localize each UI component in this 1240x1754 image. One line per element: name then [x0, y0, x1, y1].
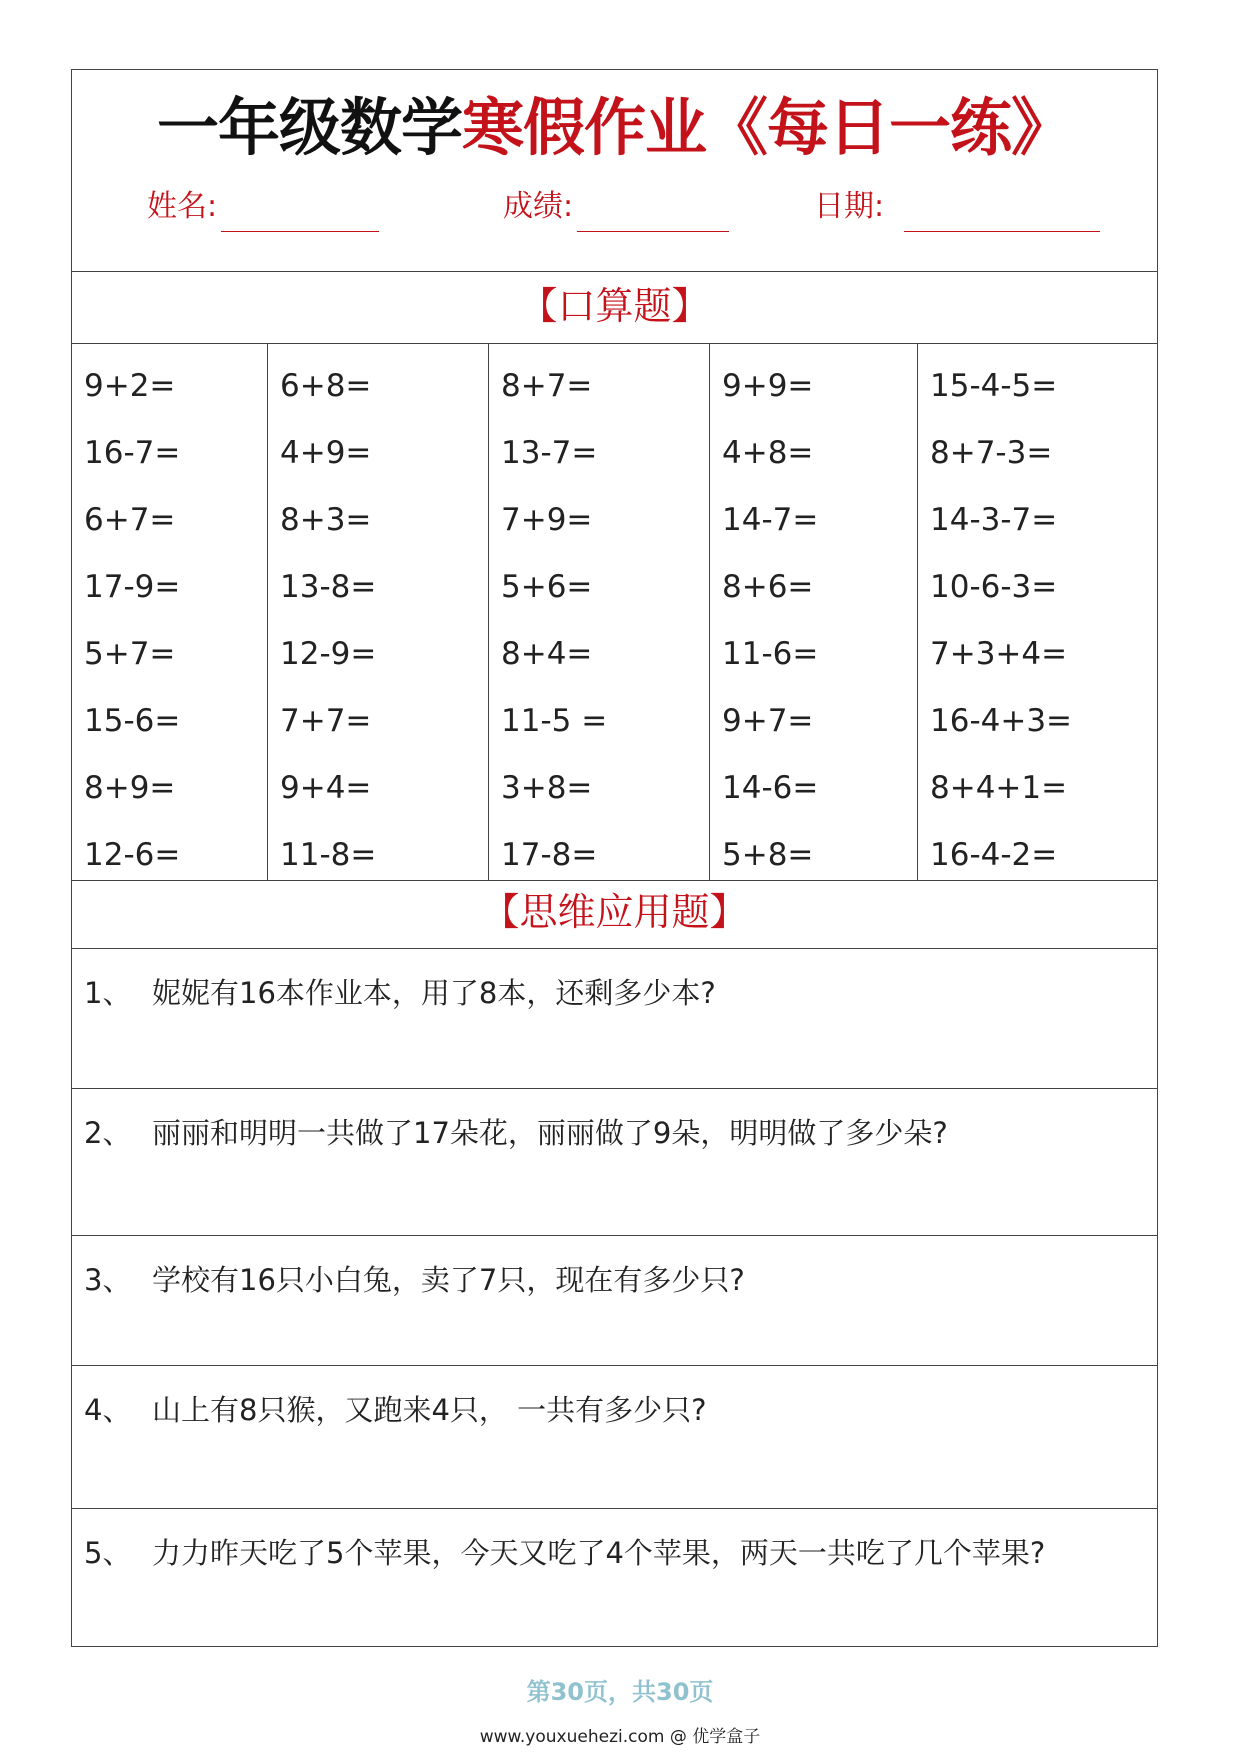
calc-item: 9+9=	[722, 368, 814, 404]
calc-item: 6+7=	[84, 502, 176, 538]
worksheet	[71, 69, 1158, 1647]
calc-item: 5+8=	[722, 837, 814, 873]
problem-2	[72, 1089, 1157, 1236]
calc-item: 8+7-3=	[930, 435, 1053, 471]
calc-item: 16-7=	[84, 435, 181, 471]
calc-column-2	[267, 344, 488, 880]
page-number: 第30页，共30页	[526, 1678, 714, 1706]
site-credit: www.youxuehezi.com @ 优学盒子	[479, 1727, 761, 1747]
calc-item: 11-8=	[280, 837, 377, 873]
calc-section-title: 【口算题】	[72, 272, 1157, 344]
problem-number: 1、	[84, 976, 132, 1010]
calc-column-1	[72, 344, 267, 880]
calc-item: 12-6=	[84, 837, 181, 873]
calc-item: 16-4-2=	[930, 837, 1058, 873]
calc-item: 14-3-7=	[930, 502, 1058, 538]
calc-item: 10-6-3=	[930, 569, 1058, 605]
page-title	[72, 88, 1157, 168]
problem-1	[72, 949, 1157, 1089]
calc-item: 8+9=	[84, 770, 176, 806]
calc-item: 17-9=	[84, 569, 181, 605]
calc-item: 14-7=	[722, 502, 819, 538]
calc-item: 3+8=	[501, 770, 593, 806]
date-label: 日期:	[814, 189, 885, 224]
name-blank[interactable]	[221, 193, 379, 232]
title-red-part: 寒假作业《每日一练》	[462, 91, 1073, 164]
calc-item: 8+3=	[280, 502, 372, 538]
calc-item: 13-7=	[501, 435, 598, 471]
worksheet-header	[72, 70, 1157, 272]
score-label: 成绩:	[503, 189, 574, 224]
calc-item: 8+4=	[501, 636, 593, 672]
score-blank[interactable]	[577, 193, 729, 232]
calc-item: 9+7=	[722, 703, 814, 739]
problem-number: 4、	[84, 1393, 132, 1427]
problem-text: 学校有16只小白兔，卖了7只，现在有多少只?	[152, 1263, 745, 1297]
calc-item: 8+6=	[722, 569, 814, 605]
score-field	[503, 182, 729, 232]
calc-item: 14-6=	[722, 770, 819, 806]
title-black-part: 一年级数学	[156, 91, 462, 164]
calc-item: 4+9=	[280, 435, 372, 471]
calc-item: 9+4=	[280, 770, 372, 806]
calc-item: 15-6=	[84, 703, 181, 739]
calc-item: 5+6=	[501, 569, 593, 605]
problem-5	[72, 1509, 1157, 1646]
calc-grid	[72, 344, 1157, 881]
calc-item: 4+8=	[722, 435, 814, 471]
calc-item: 6+8=	[280, 368, 372, 404]
problem-text: 山上有8只猴，又跑来4只， 一共有多少只?	[152, 1393, 707, 1427]
calc-item: 16-4+3=	[930, 703, 1073, 739]
calc-item: 17-8=	[501, 837, 598, 873]
problem-3	[72, 1236, 1157, 1366]
date-blank[interactable]	[904, 193, 1100, 232]
calc-item: 8+7=	[501, 368, 593, 404]
name-field	[147, 182, 379, 232]
calc-item: 11-6=	[722, 636, 819, 672]
problem-text: 妮妮有16本作业本，用了8本，还剩多少本?	[152, 976, 716, 1010]
problem-number: 5、	[84, 1536, 132, 1570]
problem-text: 丽丽和明明一共做了17朵花，丽丽做了9朵，明明做了多少朵?	[152, 1116, 948, 1150]
calc-item: 7+9=	[501, 502, 593, 538]
calc-item: 13-8=	[280, 569, 377, 605]
calc-column-5	[917, 344, 1157, 880]
problem-number: 3、	[84, 1263, 132, 1297]
problem-number: 2、	[84, 1116, 132, 1150]
calc-item: 9+2=	[84, 368, 176, 404]
calc-item: 8+4+1=	[930, 770, 1068, 806]
calc-item: 7+3+4=	[930, 636, 1068, 672]
calc-item: 12-9=	[280, 636, 377, 672]
calc-item: 11-5 =	[501, 703, 608, 739]
calc-column-4	[709, 344, 917, 880]
problem-text: 力力昨天吃了5个苹果，今天又吃了4个苹果，两天一共吃了几个苹果?	[152, 1536, 1046, 1570]
problem-4	[72, 1366, 1157, 1509]
calc-item: 7+7=	[280, 703, 372, 739]
think-section-title: 【思维应用题】	[72, 881, 1157, 949]
calc-item: 5+7=	[84, 636, 176, 672]
name-label: 姓名:	[147, 189, 218, 224]
student-info-row	[72, 182, 1157, 232]
date-field	[814, 182, 1100, 232]
calc-column-3	[488, 344, 709, 880]
calc-item: 15-4-5=	[930, 368, 1058, 404]
